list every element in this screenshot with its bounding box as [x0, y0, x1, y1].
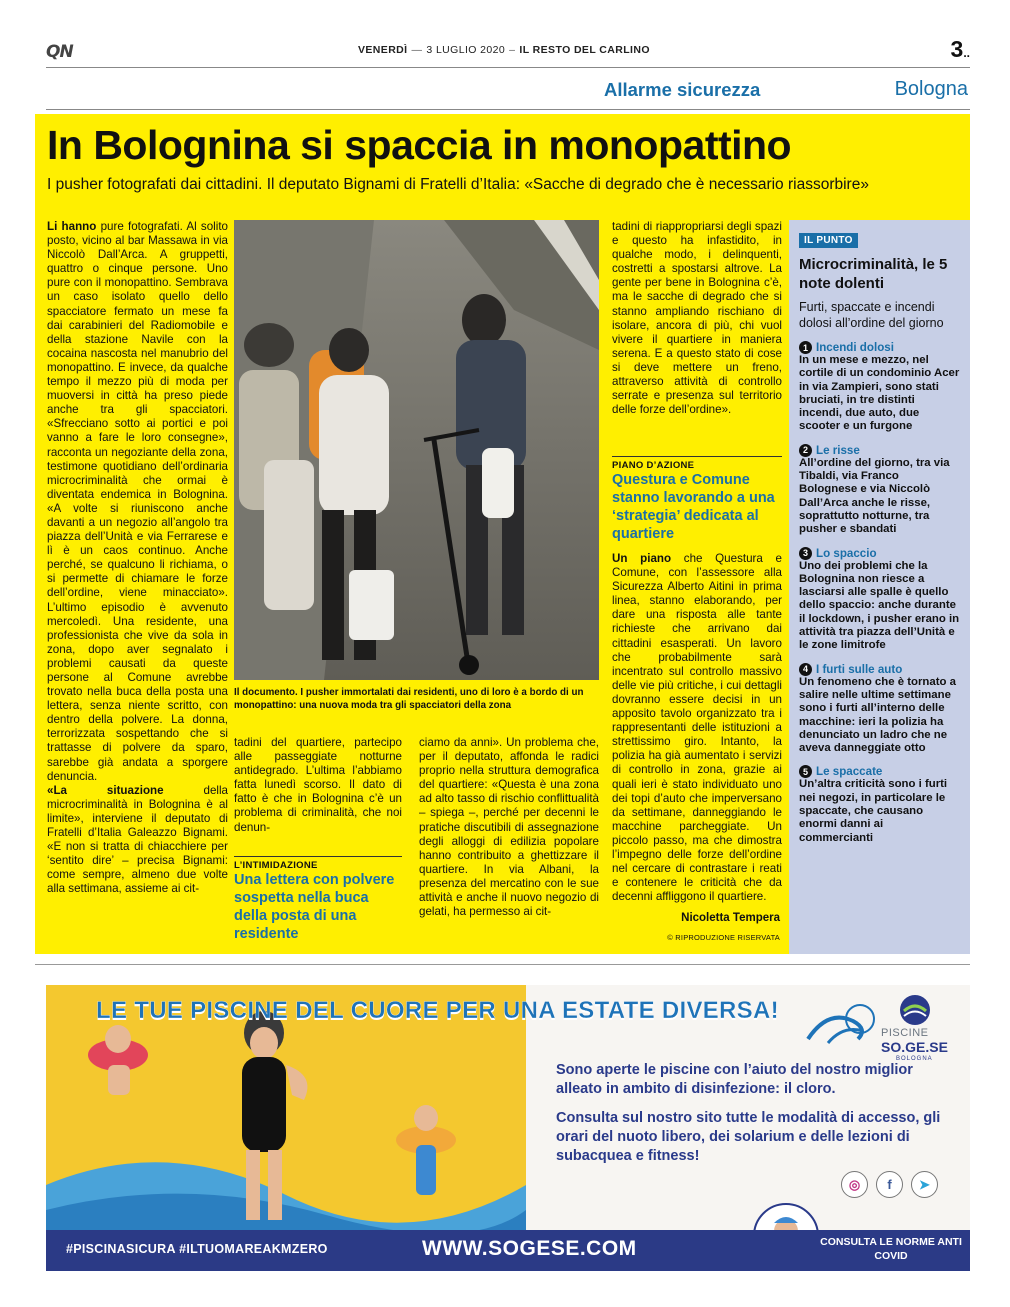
intimidation-box: [234, 856, 402, 943]
number-icon: 3: [799, 547, 812, 560]
number-icon: 5: [799, 765, 812, 778]
sidebar-item-text: In un mese e mezzo, nel cortile di un condominio Acer in via Zampieri, sono stati bruciati, in tre distinti incendi, due auto, due scooter e un furgone: [799, 354, 960, 433]
qn-logo: QN: [46, 42, 73, 62]
ad-hashtags: #PISCINASICURA #ILTUOMAREAKMZERO: [66, 1242, 328, 1256]
article-column-3: ciamo da anni». Un problema che, per il deputato, affonda le radici proprio nella struttura demografica del quartiere: «Questa è una zona ad alto tasso di rischio conflittualità – spiega –, perché per decenni le pratiche discutibili di assegnazione degli alloggi di edilizia popolare hanno contribuito a ghettizzare il quartiere. In via Albani, la presenza del mercatino con le sue attività e anche il nuovo negozio di gelati, ha permesso ai cit-: [419, 736, 599, 919]
page-divider: [35, 964, 970, 965]
logo-sogese: SO.GE.SE: [881, 1039, 948, 1055]
ad-website-link[interactable]: WWW.SOGESE.COM: [422, 1237, 637, 1260]
intimidation-title: Una lettera con polvere sospetta nella buca della posta di una residente: [234, 872, 395, 942]
action-plan-body: che Questura e Comune, con l’assessore alla Sicurezza Alberto Aitini in prima linea, stanno elaborando, per dare una risposta alle tante richieste che arrivano dai cittadini esasperati. Un lavoro che probabilmente sarà incentrato sul controllo massivo delle vie più critiche, i cui dettagli dovranno essere decisi in un apposito tavolo organizzato tra i rappresentanti delle istituzioni a strettissimo giro. Intanto, la polizia ha già aumentato i servizi di controllo in zona, grazie ai quali ieri è stato individuato uno dei topi d’auto che imperversano da settimane, danneggiando le macchine parcheggiate. Un piccolo passo, ma che dimostra l’impegno delle forze dell’ordine nel cercare di contrastare i reati e contenere le criticità che da decenni affliggono il quartiere.: [612, 552, 783, 904]
date-text: 3 LUGLIO 2020: [426, 44, 506, 56]
logo-bologna: BOLOGNA: [896, 1056, 933, 1062]
sidebar-box: [789, 220, 970, 954]
article-headline: In Bolognina si spaccia in monopattino: [47, 122, 792, 168]
sogese-logo-icon: [898, 993, 932, 1027]
page-number: [951, 36, 970, 63]
sidebar-item-title: Lo spaccio: [816, 546, 877, 560]
logo-piscine: PISCINE: [881, 1027, 929, 1039]
sidebar-item-text: All’ordine del giorno, tra via Tibaldi, via Franco Bolognese e via Niccolò Dall’Arca anche le risse, soprattutto notturne, tra pusher e sbandati: [799, 456, 950, 536]
sidebar-item-title: I furti sulle auto: [816, 662, 903, 676]
dateline: VENERDÌ — 3 LUGLIO 2020 – IL RESTO DEL CARLINO: [358, 44, 650, 56]
ad-text-2: Consulta sul nostro sito tutte le modalità di accesso, gli orari del nuoto libero, dei solarium e delle lezioni di subacquea e fitness!: [556, 1110, 941, 1164]
section-title: Allarme sicurezza: [604, 79, 761, 100]
page-header: [46, 38, 970, 68]
ad-headline: LE TUE PISCINE DEL CUORE PER UNA ESTATE DIVERSA!: [96, 997, 779, 1024]
facebook-icon[interactable]: f: [876, 1171, 903, 1198]
ad-text-1: Sono aperte le piscine con l’aiuto del nostro miglior alleato in ambito di disinfezione: il cloro.: [556, 1062, 913, 1097]
newspaper-name: IL RESTO DEL CARLINO: [519, 44, 650, 56]
page-number-suffix: ..: [963, 46, 970, 60]
number-icon: 1: [799, 341, 812, 354]
sidebar-item-text: Un fenomeno che è tornato a salire nelle ultime settimane sono i furti all’interno delle macchine: ieri la polizia ha denunciato un ladro che ne aveva danneggiate otto: [799, 675, 956, 755]
sidebar-tag: IL PUNTO: [799, 233, 858, 248]
sidebar-item-title: Le spaccate: [816, 765, 883, 779]
sidebar-item: [799, 765, 960, 844]
number-icon: 4: [799, 663, 812, 676]
author-signature: Nicoletta Tempera: [681, 912, 780, 924]
photo-caption: Il documento. I pusher immortalati dai residenti, uno di loro è a bordo di un monopattino: una nuova moda tra gli spacciatori della zona: [234, 687, 584, 711]
sidebar-item-title: Le risse: [816, 443, 860, 457]
rights-notice: © RIPRODUZIONE RISERVATA: [667, 933, 780, 942]
article-photo: [234, 220, 599, 680]
article-column-1: [47, 220, 228, 897]
date-day: VENERDÌ: [358, 44, 408, 56]
action-plan-kicker: PIANO D’AZIONE: [612, 460, 695, 471]
sidebar-item: [799, 444, 960, 537]
ad-footer-bar: [46, 1230, 970, 1271]
number-icon: 2: [799, 444, 812, 457]
column-lead: Li hanno: [47, 220, 97, 233]
column-text-2: della microcriminalità in Bolognina è al limite», interviene il deputato di Fratelli d’Italia Galeazzo Bignami. «E non si tratta di chiacchiere per ‘sentito dire’ – precisa Bignami: come sempre, almeno due volte alla settimana, assieme ai cit-: [47, 783, 229, 896]
sidebar-item-text: Uno dei problemi che la Bolognina non riesce a lasciarsi alle spalle è quello dello spaccio: anche durante il lockdown, i pusher erano in attività tra piazza dell’Unità e le zone limitrofe: [799, 559, 960, 652]
column-lead-2: «La situazione: [47, 783, 164, 797]
article-box: [35, 114, 970, 954]
sidebar-item-title: Incendi dolosi: [816, 341, 894, 354]
article-subhead: I pusher fotografati dai cittadini. Il deputato Bignami di Fratelli d’Italia: «Sacche di degrado che è necessario riassorbire»: [47, 176, 869, 193]
action-plan-text: [612, 552, 782, 904]
sidebar-intro: Furti, spaccate e incendi dolosi all’ordine del giorno: [799, 300, 944, 330]
action-plan-lead: Un piano: [612, 552, 672, 565]
sidebar-title: Microcriminalità, le 5 note dolenti: [799, 256, 948, 292]
section-city: Bologna: [894, 78, 968, 100]
photo-illustration: [234, 220, 599, 680]
sidebar-item: [799, 341, 960, 434]
action-plan-title: Questura e Comune stanno lavorando a una ‘strategia’ dedicata al quartiere: [612, 472, 775, 542]
section-bar: [46, 72, 970, 110]
article-column-2: tadini del quartiere, partecipo alle passeggiate notturne antidegrado. L’ultima l’abbiamo fatta lunedì scorso. Il dato di fatto è che in Bolognina c’è un problema di criminalità, che noi denun-: [234, 736, 402, 834]
article-column-4: tadini di riappropriarsi degli spazi e questo ha infastidito, in qualche modo, i delinquenti, costretti a spostarsi altrove. La gente per bene in Bolognina c’è, ma le sacche di degrado che si stanno ampliando rischiano di isolare, ancora di più, chi vuol vivere il quartiere in maniera serena. E a questo stato di cose si deve mettere un freno, attraverso attività di controllo serrate e presenza sul territorio delle forze dell’ordine».: [612, 220, 782, 417]
page-number-value: 3: [950, 36, 964, 62]
sidebar-item-text: Un’altra criticità sono i furti nei negozi, in particolare le spaccate, che causano enormi danni ai commercianti: [799, 778, 948, 844]
telegram-icon[interactable]: ➤: [911, 1171, 938, 1198]
advertisement[interactable]: [46, 985, 970, 1271]
instagram-icon[interactable]: ◎: [841, 1171, 868, 1198]
action-plan-box: [612, 456, 782, 543]
sidebar-item: [799, 547, 960, 653]
intimidation-kicker: L’INTIMIDAZIONE: [234, 860, 318, 871]
sidebar-item: [799, 663, 960, 756]
ad-covid-rules[interactable]: CONSULTA LE NORME ANTI COVID: [820, 1236, 962, 1262]
column-text: pure fotografati. Al solito posto, vicino al bar Massawa in via Niccolò Dall’Arca. A gruppetti, quattro o cinque persone. Uno pure con il monopattino. Sembrava un caso isolato quello dello spacciatore fermato un mese fa dai carabinieri del Radiomobile e della stazione Navile con la cocaina nascosta nel manubrio del monopattino. E invece, da qualche tempo il mezzo più di moda per muoversi in città ha preso piede anche tra gli spacciatori. «Sfrecciano sotto ai portici e poi vanno a fare le loro consegne», racconta un negoziante della zona, testimone quotidiano dell’ordinaria microcriminalità che ormai è diventata endemica in Bolognina. «A volte si riuniscono anche davanti a un negozio all’angolo tra piazza dell’Unità e via Ferrarese e lì è un caos continuo. Anche perché, se qualcuno li richiama, o si permette di chiamare le forze dell’ordine, viene minacciato». L’ultimo episodio è avvenuto mercoledì. Una residente, una professionista che vive da sola in zona, dopo aver segnalato i problemi causati da queste persone al Comune avrebbe trovato nella buca della posta una lettera, senza niente scritto, con dentro della polvere. La donna, terrorizzata sospettando che si trattasse di polvere da sparo, sarebbe già andata a sporgere denuncia.: [47, 220, 228, 783]
